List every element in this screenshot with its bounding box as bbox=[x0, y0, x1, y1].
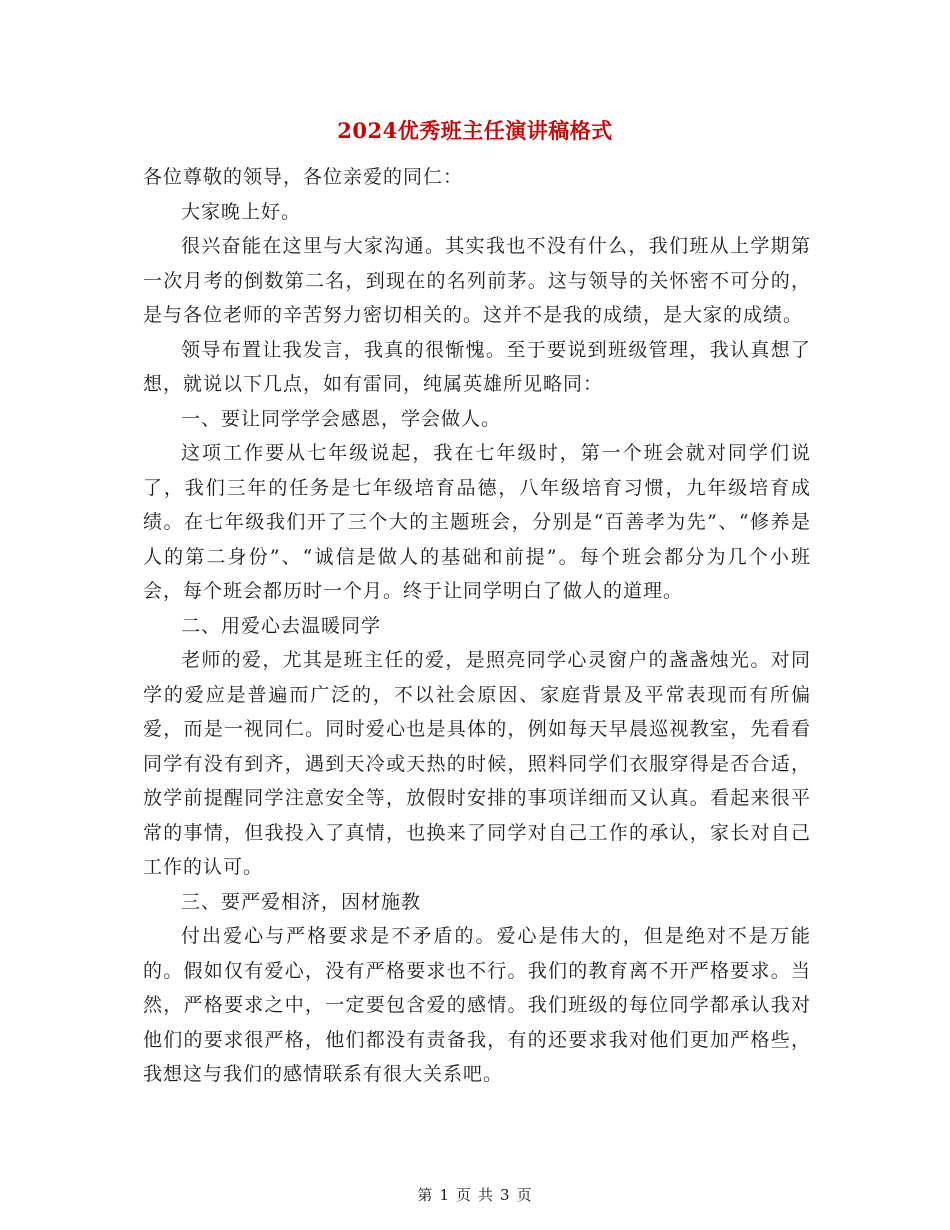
paragraph-intro: 很兴奋能在这里与大家沟通。其实我也不没有什么，我们班从上学期第一次月考的倒数第二名，到现在的名列前茅。这与领导的关怀密不可分的，是与各位老师的辛苦努力密切相关的。这并不是我的成绩，是大家的成绩。 bbox=[143, 235, 811, 326]
paragraph-greeting: 各位尊敬的领导，各位亲爱的同仁： bbox=[143, 166, 464, 188]
footer-current-page: 1 bbox=[439, 1186, 450, 1204]
section-heading-3: 三、要严爱相济，因材施教 bbox=[181, 890, 422, 913]
section-heading-1: 一、要让同学学会感恩，学会做人。 bbox=[181, 407, 502, 430]
section-heading-2: 二、用爱心去温暖同学 bbox=[181, 614, 382, 637]
footer-total-pages: 3 bbox=[500, 1186, 511, 1204]
document-title: 2024优秀班主任演讲稿格式 bbox=[337, 118, 613, 143]
paragraph-section-2: 老师的爱，尤其是班主任的爱，是照亮同学心灵窗户的盏盏烛光。对同学的爱应是普遍而广泛的，不以社会原因、家庭背景及平常表现而有所偏爱，而是一视同仁。同时爱心也是具体的，例如每天早晨巡视教室，先看看同学有没有到齐，遇到天冷或天热的时候，照料同学们衣服穿得是否合适，放学前提醒同学注意安全等，放假时安排的事项详细而又认真。看起来很平常的事情，但我投入了真情，也换来了同学对自己工作的承认，家长对自己工作的认可。 bbox=[143, 649, 811, 878]
footer-prefix: 第 bbox=[417, 1186, 434, 1204]
paragraph-preface: 领导布置让我发言，我真的很惭愧。至于要说到班级管理，我认真想了想，就说以下几点，如有雷同，纯属英雄所见略同： bbox=[143, 338, 811, 395]
paragraph-salutation: 大家晚上好。 bbox=[181, 200, 302, 223]
footer-page-label: 页 bbox=[455, 1186, 472, 1204]
footer-suffix: 页 bbox=[516, 1186, 533, 1204]
document-body bbox=[143, 160, 811, 1092]
page-footer bbox=[0, 1184, 950, 1205]
footer-total-label: 共 bbox=[478, 1186, 495, 1204]
paragraph-section-1: 这项工作要从七年级说起，我在七年级时，第一个班会就对同学们说了，我们三年的任务是七年级培育品德，八年级培育习惯，九年级培育成绩。在七年级我们开了三个大的主题班会，分别是“百善孝为先”、“修养是人的第二身份”、“诚信是做人的基础和前提”。每个班会都分为几个小班会，每个班会都历时一个月。终于让同学明白了做人的道理。 bbox=[143, 442, 811, 602]
paragraph-section-3: 付出爱心与严格要求是不矛盾的。爱心是伟大的，但是绝对不是万能的。假如仅有爱心，没有严格要求也不行。我们的教育离不开严格要求。当然，严格要求之中，一定要包含爱的感情。我们班级的每位同学都承认我对他们的要求很严格，他们都没有责备我，有的还要求我对他们更加严格些，我想这与我们的感情联系有很大关系吧。 bbox=[143, 925, 811, 1085]
